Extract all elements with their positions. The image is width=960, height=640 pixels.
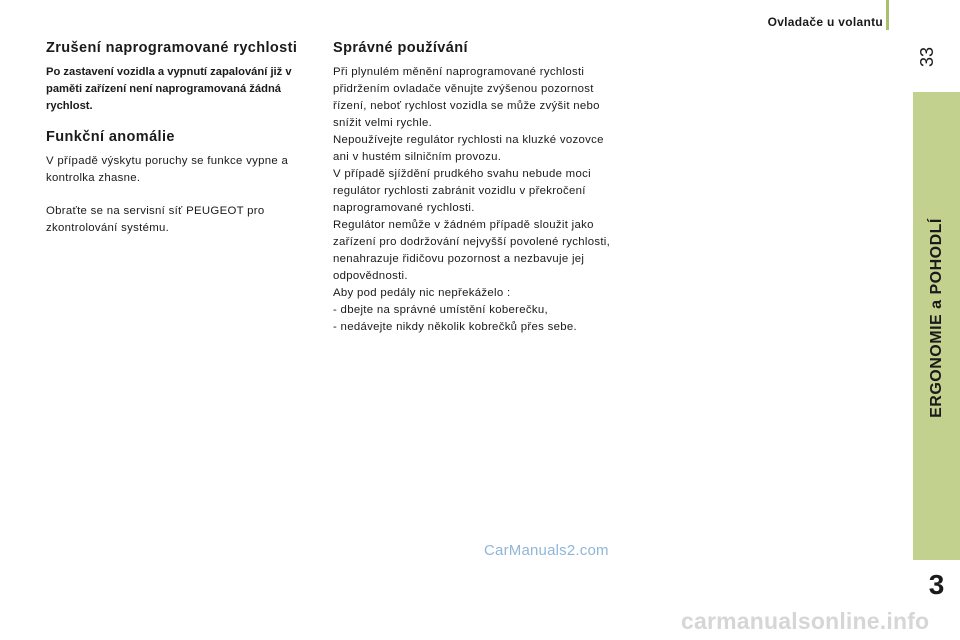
- proper-use-paragraph: V případě sjíždění prudkého svahu nebude moci regulátor rychlosti zabránit vozidlu v překročení naprogramované rychlosti.: [333, 168, 591, 214]
- watermark-carmanualsonline: carmanualsonline.info: [681, 608, 930, 634]
- proper-use-paragraph: Při plynulém měnění naprogramované rychlosti přidržením ovladače věnujte zvýšenou pozornost řízení, neboť rychlost vozidla se může zvýšit nebo snížit velmi rychle.: [333, 66, 600, 129]
- right-column: [333, 40, 613, 336]
- malfunction-paragraph-1: V případě výskytu poruchy se funkce vypne a kontrolka zhasne.: [46, 155, 289, 184]
- section-heading-malfunction: Funkční anomálie: [46, 129, 175, 145]
- chapter-tab-label: ERGONOMIE a POHODLÍ: [928, 218, 945, 418]
- proper-use-list-item: - nedávejte nikdy několik kobrečků přes sebe.: [333, 321, 577, 333]
- section-heading-proper-use: Správné používání: [333, 40, 468, 56]
- section-heading-cancel-speed: Zrušení naprogramované rychlosti: [46, 40, 298, 56]
- proper-use-paragraph: Aby pod pedály nic nepřekáželo :: [333, 287, 511, 299]
- proper-use-paragraph: Nepoužívejte regulátor rychlosti na kluzké vozovce ani v hustém silničním provozu.: [333, 134, 604, 163]
- left-column: [46, 40, 316, 253]
- page-header-title: Ovladače u volantu: [767, 15, 883, 29]
- malfunction-paragraph-2: Obraťte se na servisní síť PEUGEOT pro zkontrolování systému.: [46, 205, 265, 234]
- proper-use-paragraph: Regulátor nemůže v žádném případě sloužit jako zařízení pro dodržování nejvyšší povolené rychlosti, nenahrazuje řidičovu pozornost a nezbavuje jej odpovědnosti.: [333, 219, 611, 282]
- header-accent-rule: [886, 0, 889, 30]
- cancel-speed-text: Po zastavení vozidla a vypnutí zapalování již v paměti zařízení není naprogramovaná žádná rychlost.: [46, 66, 292, 112]
- watermark-carmanuals2: CarManuals2.com: [484, 542, 609, 559]
- chapter-number: 3: [913, 560, 960, 610]
- page-number: 33: [917, 46, 937, 68]
- proper-use-list-item: - dbejte na správné umístění koberečku,: [333, 304, 548, 316]
